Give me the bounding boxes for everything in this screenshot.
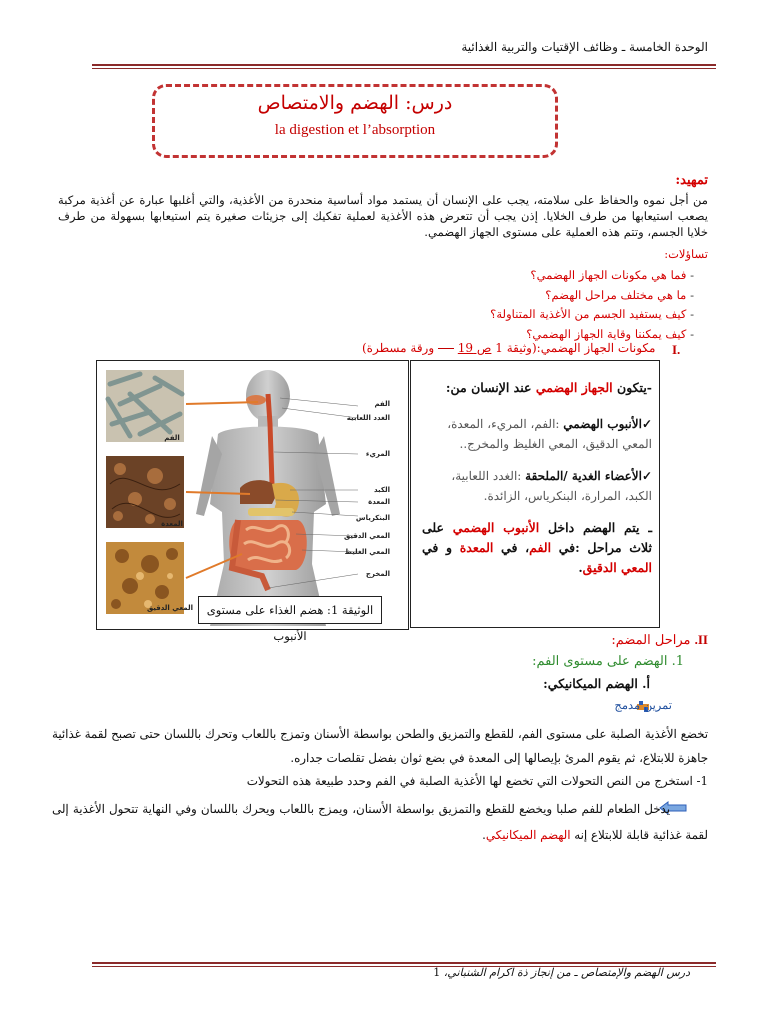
footer-rule (92, 962, 716, 964)
label-stomach: المعدة (368, 498, 390, 506)
microscope-photo-intestine (106, 542, 193, 614)
organ-labels (344, 400, 390, 578)
questions-heading: تساؤلات: (664, 247, 708, 261)
label-small-intestine: المعي الدقيق (343, 532, 390, 540)
intro-paragraph: من أجل نموه والحفاظ على سلامته، يجب على الإنسان أن يستمد مواد أساسية منحدرة من الأغذية، والتي أغلبها عبارة عن أغذية مركبة يصعب استيعابها من طرف الخلايا. إذن يجب أن تتعرض هذه الأغذية لعملية تفكيك إلى جزيئات صغيرة يتم استيعابها بسهولة من طرف خلايا الجسم، وتتم هذه العملية على مستوى الجهاز الهضمي. (58, 193, 708, 239)
question-item: - كيف يستفيد الجسم من الأغذية المتناولة؟ (294, 305, 694, 325)
section-2-number: II. (694, 632, 708, 647)
digestive-system-illustration (100, 364, 406, 626)
label-salivary: الغدد اللعابية (346, 414, 390, 422)
question-item: - كيف يمكننا وقاية الجهاز الهضمي؟ (294, 325, 694, 345)
section-1-number: I. (672, 342, 681, 357)
lesson-title-arabic: درس: الهضم والامتصاص (257, 92, 453, 114)
question-item: - ما هي مختلف مراحل الهضم؟ (294, 286, 694, 306)
exercise-label: تمرين مدمج (614, 698, 672, 712)
subsection-1a-heading: أ. الهضم الميكانيكي: (543, 676, 650, 691)
page-footer: درس الهضم والإمتصاص ـ من إنجاز ذة اكرام الشنباني، 1 (433, 966, 690, 979)
exercise-task: 1- استخرج من النص التحولات التي تخضع لها الأغذية الصلبة في الفم وحدد طبيعة هذه التحولات (246, 774, 708, 788)
section-1-doc-ref: 1 (495, 341, 503, 355)
microscope-photo-stomach (106, 456, 184, 528)
lesson-title-french: la digestion et l’absorption (274, 122, 436, 138)
section-1-page-ref: ص 19 (457, 341, 492, 355)
digestive-system-figure (100, 364, 406, 626)
photo-label-mouth: الفم (164, 434, 180, 442)
arrow-icon (438, 348, 454, 349)
exercise-paragraph: تخضع الأغذية الصلبة على مستوى الفم، للقطع والتمزيق والطحن بواسطة الأسنان وتمزج باللعاب وتحرك باللسان حتى تصبح لقمة غذائية جاهزة للابتلاع، ثم يقوم المرئ بإيصالها إلى المعدة في بضع ثوان بفضل تقلصات جداره. (52, 727, 708, 765)
question-item: - فما هي مكونات الجهاز الهضمي؟ (294, 266, 694, 286)
intro-heading: تمهيد: (675, 173, 708, 188)
exercise-answer: يدخل الطعام للفم صلبا ويخضع للقطع والتمزيق بواسطة الأسنان، ويمزج باللعاب ويحرك باللسان وفي النهاية تتحول الأغذية إلى لقمة غذائية قابلة للابتلاع إنه الهضم الميكانيكي. (52, 802, 708, 842)
header-rule (92, 64, 716, 66)
figure-caption: الوثيقة 1: هضم الغذاء على مستوى الأنبوب (198, 596, 382, 624)
label-liver: الكبد (374, 486, 390, 494)
label-esophagus: المريء (365, 450, 390, 458)
label-large-intestine: المعي الغليظ (344, 548, 390, 556)
summary-glands: ✓الأعضاء الغدية /الملحقة :الغدد اللعابية، الكبد، المرارة، البنكرياس، الزائدة. (451, 469, 652, 503)
digestive-organs (229, 394, 307, 590)
label-pancreas: البنكرياس (355, 514, 390, 522)
section-1-heading (362, 341, 655, 355)
page-number: 1 (433, 966, 441, 979)
photo-label-stomach: المعدة (161, 520, 183, 528)
section-2-heading (611, 632, 708, 648)
subsection-1-heading: 1. الهضم على مستوى الفم: (532, 654, 684, 669)
running-header: الوحدة الخامسة ـ وظائف الإقتيات والتربية الغذائية (461, 40, 708, 54)
summary-digestive-tube: ✓الأنبوب الهضمي :الفم، المريء، المعدة، المعي الدقيق، المعي الغليظ والمخرج.. (447, 417, 652, 451)
photo-label-intestine: المعي الدقيق (146, 604, 194, 612)
header-rule-thin (92, 68, 716, 69)
section-2-title: مراحل المضم: (611, 633, 691, 648)
summary-stages: ـ يتم الهضم داخل الأنبوب الهضمي على ثلاث مراحل :في الفم، في المعدة و في المعي الدقيق. (422, 520, 652, 575)
questions-list (294, 266, 694, 344)
summary-intro: -يتكون الجهاز الهضمي عند الإنسان من: (445, 380, 652, 395)
section-1-title: مكونات الجهاز الهضمي:(وثيقة (506, 341, 656, 355)
section-1-ref-tail: ورقة مسطرة) (362, 341, 435, 355)
label-mouth: الفم (374, 400, 390, 408)
microscope-photo-mouth (106, 370, 184, 442)
label-anus: المخرج (365, 570, 390, 578)
